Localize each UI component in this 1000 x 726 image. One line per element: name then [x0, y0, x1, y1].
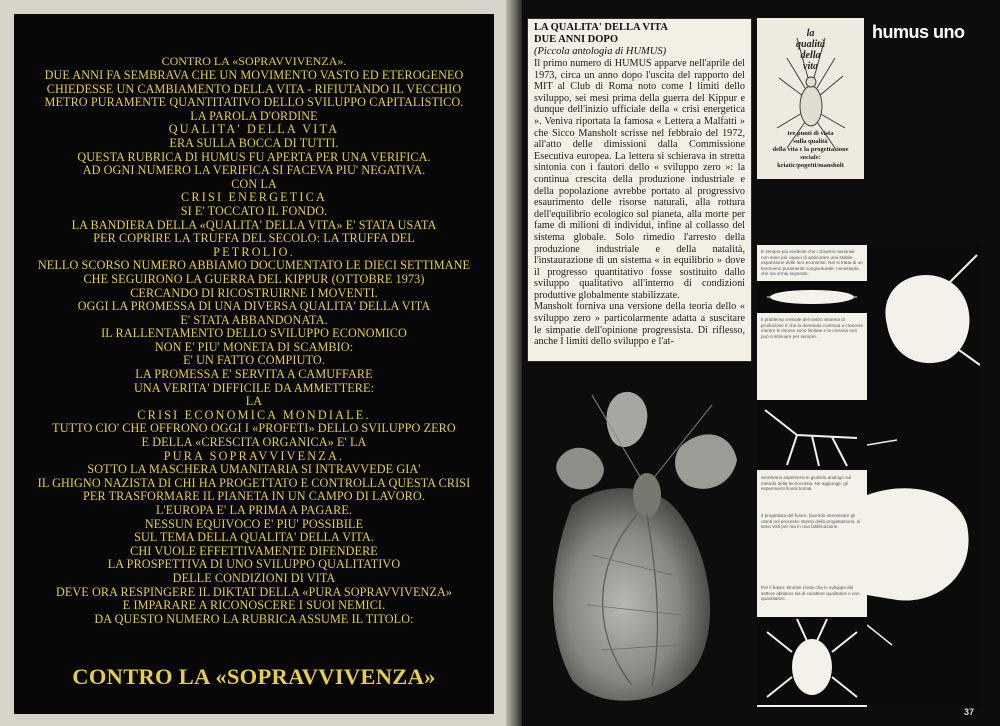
manifesto-line: DUE ANNI FA SEMBRAVA CHE UN MOVIMENTO VASTO ED ETEROGENEO: [44, 68, 464, 82]
manifesto-line: LA: [245, 394, 263, 409]
cover-text-line: sulla qualità: [793, 138, 828, 145]
manifesto-line: IL GHIGNO NAZISTA DI CHI HA PROGETTATO E CONTROLLA QUESTA CRISI: [37, 475, 471, 490]
mantis-silhouette: [757, 400, 867, 470]
manifesto-line: TUTTO CIO' CHE OFFRONO OGGI I «PROFETI» DELLO SVILUPPO ZERO: [52, 421, 456, 436]
manifesto-line: IL RALLENTAMENTO DELLO SVILUPPO ECONOMICO: [101, 326, 407, 341]
cover-title-line: la: [806, 28, 815, 39]
article-paragraph-2: Mansholt forniva una versione della teoria dello « sviluppo zero » particolarmente adatta a suscitare le simpatie dell'opinione progressista. Di riflesso, anche I limiti dello sviluppo e l'at-: [534, 301, 745, 348]
cover-title-line: qualità: [796, 39, 825, 50]
page-number: 37: [964, 707, 975, 717]
manifesto-line: PER TRASFORMARE IL PIANETA IN UN CAMPO DI LAVORO.: [83, 489, 425, 504]
manifesto-line: LA PAROLA D'ORDINE: [190, 108, 318, 123]
strip-text-5: Per il futuro: Bruttini crede che lo sviluppo del settore abitativo sia di carattere qualitativo e non quantitativo.: [761, 585, 860, 602]
article-title-line2: DUE ANNI DOPO: [534, 34, 619, 45]
manifesto-line: PETROLIO.: [213, 244, 295, 259]
manifesto-heading: CONTRO LA «SOPRAVVIVENZA».: [161, 54, 347, 68]
insect-silhouette: [757, 281, 867, 313]
manifesto-line: E' UN FATTO COMPIUTO.: [183, 353, 325, 368]
cover-title-line: della: [800, 50, 821, 61]
strip-text-3: Sembrano esprimersi in giudizio analogo sul metodo della tecnocrazia. Ne aggiunge: gli esperimenti finora tentati.: [761, 475, 852, 492]
manifesto-line: NELLO SCORSO NUMERO ABBIAMO DOCUMENTATO LE DIECI SETTIMANE: [37, 258, 471, 273]
manifesto-panel: [14, 14, 494, 714]
article-subtitle: (Piccola antologia di HUMUS): [534, 46, 667, 57]
manifesto-line: CHE SEGUIRONO LA GUERRA DEL KIPPUR (OTTOBRE 1973): [83, 271, 425, 286]
leaf-insect-photo: [532, 385, 754, 707]
manifesto-line: LA BANDIERA DELLA «QUALITA' DELLA VITA» E' STATA USATA: [71, 217, 437, 232]
manifesto-line: E IMPARARE A RICONOSCERE I SUOI NEMICI.: [122, 598, 386, 613]
cover-title-line: vita: [803, 61, 818, 72]
manifesto-line: SI E' TOCCATO IL FONDO.: [180, 203, 328, 218]
manifesto-line: DEVE ORA RESPINGERE IL DIKTAT DELLA «PURA SOPRAVVIVENZA»: [55, 584, 453, 599]
manifesto-line: SOTTO LA MASCHERA UMANITARIA SI INTRAVVEDE GIA': [87, 462, 421, 477]
manifesto-line: LA PROSPETTIVA DI UNO SVILUPPO QUALITATIVO: [107, 557, 401, 572]
cover-text-line: tre punti di vista: [787, 130, 834, 137]
manifesto-line: UNA VERITA' DIFFICILE DA AMMETTERE:: [133, 380, 375, 395]
manifesto-line: E' STATA ABBANDONATA.: [180, 312, 328, 327]
cover-text-line: sociale:: [800, 154, 821, 161]
manifesto-line: CHIEDESSE UN CAMBIAMENTO DELLA VITA - RIFIUTANDO IL VECCHIO: [46, 81, 462, 96]
manifesto-line: NESSUN EQUIVOCO E' PIU' POSSIBILE: [144, 516, 364, 531]
manifesto-line: DA QUESTO NUMERO LA RUBRICA ASSUME IL TITOLO:: [94, 611, 414, 626]
manifesto-line: L'EUROPA E' LA PRIMA A PAGARE.: [155, 503, 353, 517]
manifesto-line: OGGI LA PROMESSA DI UNA DIVERSA QUALITA' DELLA VITA: [77, 299, 431, 314]
manifesto-line: AD OGNI NUMERO LA VERIFICA SI FACEVA PIU' NEGATIVA.: [82, 163, 426, 178]
manifesto-line: SUL TEMA DELLA QUALITA' DELLA VITA.: [134, 530, 374, 545]
manifesto-line: CERCANDO DI RICOSTRUIRNE I MOVENTI.: [130, 285, 378, 300]
beetle-silhouette: [757, 617, 867, 705]
manifesto-line: METRO PURAMENTE QUANTITATIVO DELLO SVILUPPO CAPITALISTICO.: [44, 95, 464, 110]
manifesto-line: CRISI ENERGETICA: [181, 190, 327, 205]
cover-text-line: della vita e la progettazione: [772, 146, 849, 153]
cover-text-line: kriatic/pogetti/mansholt: [777, 162, 844, 169]
book-spine: [506, 0, 522, 726]
manifesto-line: CON LA: [231, 176, 277, 191]
manifesto-line: PURA SOPRAVVIVENZA.: [163, 448, 345, 463]
article-box: [527, 18, 752, 362]
masthead: humus uno: [872, 22, 965, 42]
manifesto-line: E DELLA «CRESCITA ORGANICA» E' LA: [141, 435, 367, 450]
article-title: LA QUALITA' DELLA VITA: [534, 22, 668, 33]
manifesto-line: PER COPRIRE LA TRUFFA DEL SECOLO: LA TRUFFA DEL: [93, 231, 415, 246]
manifesto-line: LA PROMESSA E' SERVITA A CAMUFFARE: [135, 367, 373, 382]
strip-text-2: Il problema centrale del nostro sistema di produzione è che la domanda continua a crescere mentre le risorse sono limitate e la crescita non può continuare per sempre.: [761, 317, 863, 339]
caption-strip: [757, 245, 867, 707]
manifesto-line: DELLE CONDIZIONI DI VITA: [172, 570, 336, 585]
manifesto-text: [20, 69, 488, 626]
beetle-illustration-column: [867, 245, 980, 707]
strip-text-4: Il progettista del futuro, facendo interessare gli utenti nel processo stesso della progettazione, si sono visti per ora in una falsificazione.: [761, 513, 861, 530]
manifesto-line: QUESTA RUBRICA DI HUMUS FU APERTA PER UNA VERIFICA.: [77, 149, 431, 164]
magazine-cover: [757, 18, 864, 179]
manifesto-line: ERA SULLA BOCCA DI TUTTI.: [169, 135, 339, 150]
manifesto-line: CHI VUOLE EFFETTIVAMENTE DIFENDERE: [130, 543, 378, 558]
manifesto-big-title: CONTRO LA «SOPRAVVIVENZA»: [72, 664, 436, 689]
manifesto-line: QUALITA' DELLA VITA: [168, 122, 340, 137]
strip-text-1: È sempre più evidente che i Governi nazionali non sono più capaci di assicurare una stabile espansione delle loro economie. Nel si tratta di un fenomeno puramente congiunturale; nonostante che sia ormai superato.: [761, 249, 863, 277]
cover-subtitle: [762, 130, 859, 170]
manifesto-line: CRISI ECONOMICA MONDIALE.: [137, 407, 371, 422]
manifesto-line: NON E' PIU' MONETA DI SCAMBIO:: [154, 339, 354, 354]
article-paragraph: Il primo numero di HUMUS apparve nell'aprile del 1973, circa un anno dopo l'uscita del rapporto del MIT al Club di Roma noto come I limiti dello sviluppo, sei mesi prima della guerra del Kippur e dunque dell'inizio ufficiale della « crisi energetica ». Veniva riportata la famosa « Lettera a Malfatti » che Sicco Mansholt scrisse nel febbraio del 1972, all'atto delle dimissioni dalla Commissione Esecutiva europea. La lettera si schierava in stretta sintonia con i fautori dello « sviluppo zero »: la continua crescita della produzione industriale e della popolazione avrebbe portato al progressivo esaurimento delle risorse naturali, alla rottura dell'equilibrio ecologico sul pianeta, alla morte per fame di milioni di individui, infine al collasso del sistema globale. Solo rimedio l'arresto della produzione industriale e della natalità, l'instaurazione di un sistema « in equilibrio » dove il progresso quantitativo fosse sostituito dallo sviluppo qualitativo all'interno di condizioni produttive globalmente stabilizzate.: [534, 58, 745, 301]
